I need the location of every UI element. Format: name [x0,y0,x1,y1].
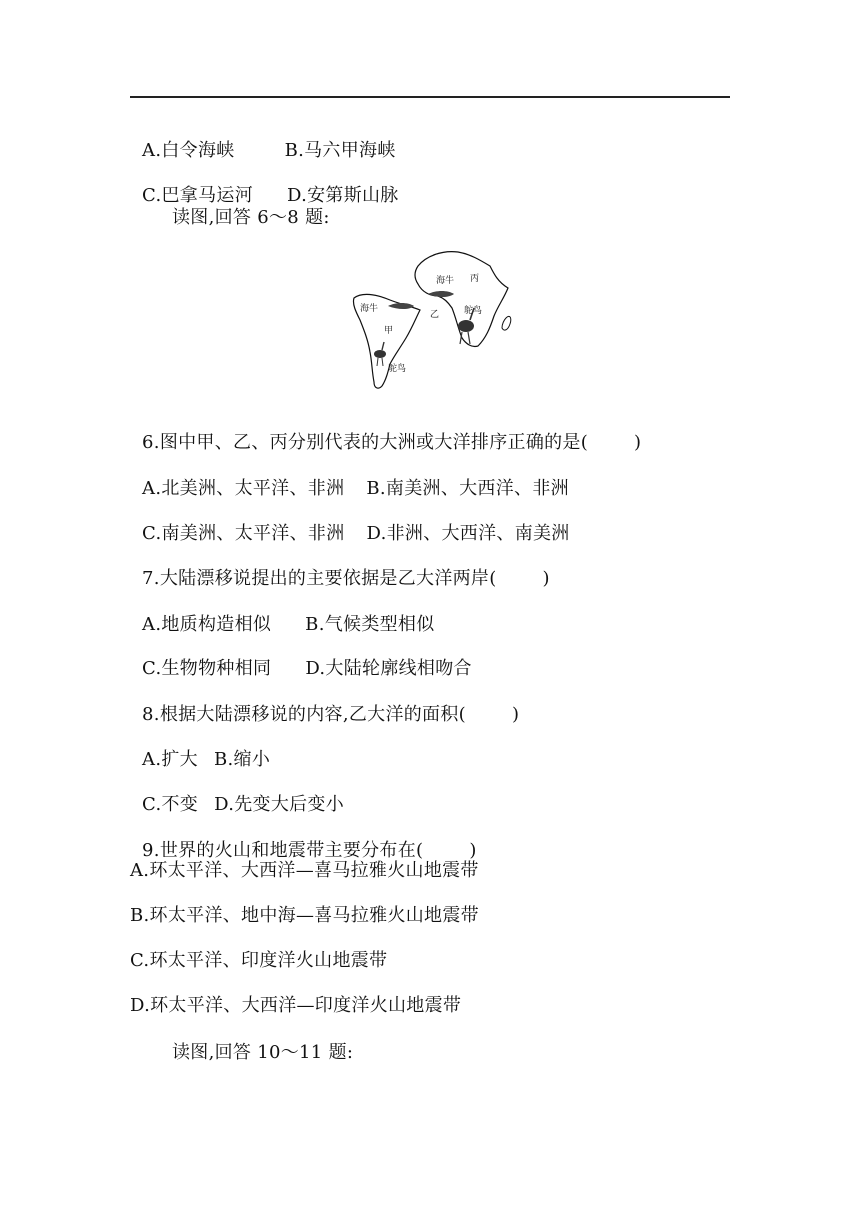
q6-options-row-1 [130,453,569,501]
q6-options-row-2 [130,498,570,546]
intro-10-11: 读图,回答 10～11 题: [172,1042,354,1063]
map-label-manatee-right: 海牛 [436,276,455,286]
q9-option-a: A.环太平洋、大西洋—喜马拉雅火山地震带 [130,860,479,881]
q8-option-d: D.先变大后变小 [214,794,345,815]
q9-option-d: D.环太平洋、大西洋—印度洋火山地震带 [130,995,462,1016]
map-label-yi: 乙 [430,310,440,320]
q7-options-row-1 [130,589,435,637]
q5-options-row-1 [130,115,396,163]
intro-6-8: 读图,回答 6～8 题: [172,207,330,228]
map-label-bing: 丙 [470,274,480,284]
q7-option-d: D.大陆轮廓线相吻合 [305,658,472,679]
q5-options-row-2 [130,160,399,208]
continental-drift-map [348,244,518,394]
q7-stem [130,543,550,591]
q6-stem-text: 6.图中甲、乙、丙分别代表的大洲或大洋排序正确的是( [142,432,589,453]
q8-option-c: C.不变 [142,794,199,815]
q5-option-b: B.马六甲海峡 [284,140,396,161]
q6-option-d: D.非洲、大西洋、南美洲 [366,523,570,544]
q8-stem [130,679,519,727]
manatee-right-icon [428,291,454,297]
map-label-ostrich-left: 鸵鸟 [388,364,407,374]
map-label-ostrich-right: 鸵鸟 [464,306,483,316]
q7-stem-text: 7.大陆漂移说提出的主要依据是乙大洋两岸( [142,568,497,589]
madagascar-shape [502,316,511,330]
q6-close-paren: ) [634,432,642,453]
q5-option-c: C.巴拿马运河 [142,185,253,206]
q5-option-d: D.安第斯山脉 [287,185,399,206]
map-label-jia: 甲 [384,326,394,336]
q7-option-a: A.地质构造相似 [142,614,272,635]
q7-options-row-2 [130,633,472,681]
q8-option-a: A.扩大 [142,749,198,770]
q9-stem-text: 9.世界的火山和地震带主要分布在( [142,840,424,861]
q8-close-paren: ) [511,704,520,725]
top-divider [130,96,730,98]
manatee-left-icon [388,303,414,309]
q8-option-b: B.缩小 [213,749,271,770]
q9-option-b: B.环太平洋、地中海—喜马拉雅火山地震带 [130,905,479,926]
q8-options-row-2 [130,769,344,817]
q6-option-a: A.北美洲、太平洋、非洲 [142,478,345,499]
ostrich-left-icon [374,342,386,366]
q9-option-c: C.环太平洋、印度洋火山地震带 [130,950,388,971]
q7-option-b: B.气候类型相似 [305,614,435,635]
q8-options-row-1 [130,724,270,772]
q9-close-paren: ) [469,840,477,861]
q7-close-paren: ) [542,568,550,589]
map-label-manatee-left: 海牛 [360,304,379,314]
q6-stem [130,407,641,455]
q7-option-c: C.生物物种相同 [142,658,272,679]
q8-stem-text: 8.根据大陆漂移说的内容,乙大洋的面积( [142,704,466,725]
q6-option-b: B.南美洲、大西洋、非洲 [366,478,569,499]
q6-option-c: C.南美洲、太平洋、非洲 [142,523,345,544]
q9-stem [130,815,477,863]
q5-option-a: A.白令海峡 [142,140,235,161]
